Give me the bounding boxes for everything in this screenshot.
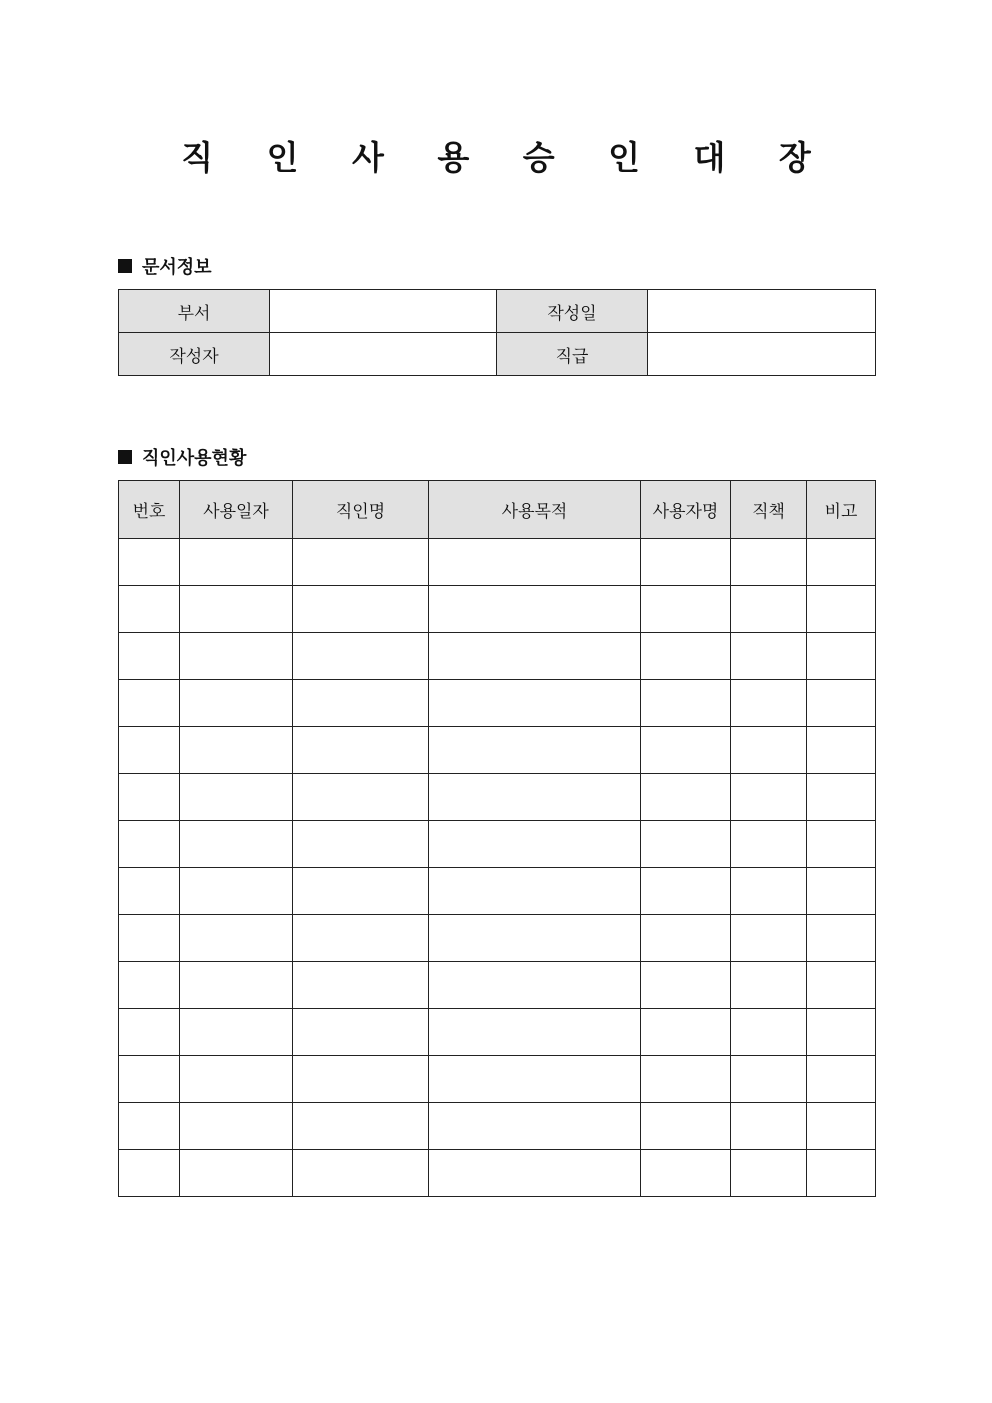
number-cell[interactable]: [119, 1009, 180, 1056]
position-cell[interactable]: [731, 1150, 807, 1197]
author-label: 작성자: [119, 333, 270, 376]
remarks-cell[interactable]: [807, 1056, 876, 1103]
doc-info-heading-label: 문서정보: [142, 257, 212, 278]
col-header-remarks: 비고: [807, 481, 876, 539]
user-name-cell[interactable]: [641, 633, 731, 680]
col-header-usage-date: 사용일자: [180, 481, 293, 539]
remarks-cell[interactable]: [807, 727, 876, 774]
seal-name-cell[interactable]: [293, 1150, 429, 1197]
purpose-cell[interactable]: [429, 821, 641, 868]
remarks-cell[interactable]: [807, 539, 876, 586]
seal-name-cell[interactable]: [293, 633, 429, 680]
department-field[interactable]: [270, 290, 497, 333]
user-name-cell[interactable]: [641, 962, 731, 1009]
number-cell[interactable]: [119, 868, 180, 915]
position-cell[interactable]: [731, 680, 807, 727]
purpose-cell[interactable]: [429, 1056, 641, 1103]
table-row: [119, 1103, 876, 1150]
remarks-cell[interactable]: [807, 633, 876, 680]
user-name-cell[interactable]: [641, 821, 731, 868]
remarks-cell[interactable]: [807, 680, 876, 727]
number-cell[interactable]: [119, 539, 180, 586]
seal-name-cell[interactable]: [293, 774, 429, 821]
usage-date-cell[interactable]: [180, 539, 293, 586]
position-cell[interactable]: [731, 962, 807, 1009]
usage-date-cell[interactable]: [180, 727, 293, 774]
number-cell[interactable]: [119, 586, 180, 633]
rank-label: 직급: [497, 333, 648, 376]
number-cell[interactable]: [119, 633, 180, 680]
remarks-cell[interactable]: [807, 1103, 876, 1150]
rank-field[interactable]: [648, 333, 876, 376]
usage-table-body: [119, 539, 876, 1197]
doc-info-table: [118, 289, 876, 376]
author-field[interactable]: [270, 333, 497, 376]
usage-date-cell[interactable]: [180, 680, 293, 727]
purpose-cell[interactable]: [429, 727, 641, 774]
table-row: [119, 774, 876, 821]
remarks-cell[interactable]: [807, 586, 876, 633]
user-name-cell[interactable]: [641, 539, 731, 586]
seal-name-cell[interactable]: [293, 868, 429, 915]
position-cell[interactable]: [731, 633, 807, 680]
number-cell[interactable]: [119, 774, 180, 821]
purpose-cell[interactable]: [429, 962, 641, 1009]
usage-date-cell[interactable]: [180, 633, 293, 680]
purpose-cell[interactable]: [429, 1103, 641, 1150]
seal-name-cell[interactable]: [293, 680, 429, 727]
remarks-cell[interactable]: [807, 915, 876, 962]
purpose-cell[interactable]: [429, 774, 641, 821]
remarks-cell[interactable]: [807, 868, 876, 915]
number-cell[interactable]: [119, 680, 180, 727]
purpose-cell[interactable]: [429, 539, 641, 586]
table-row: [119, 868, 876, 915]
remarks-cell[interactable]: [807, 1150, 876, 1197]
usage-date-cell[interactable]: [180, 586, 293, 633]
position-cell[interactable]: [731, 821, 807, 868]
seal-name-cell[interactable]: [293, 915, 429, 962]
purpose-cell[interactable]: [429, 868, 641, 915]
user-name-cell[interactable]: [641, 586, 731, 633]
table-row: [119, 1056, 876, 1103]
number-cell[interactable]: [119, 1056, 180, 1103]
usage-header-row: [119, 481, 876, 539]
user-name-cell[interactable]: [641, 727, 731, 774]
department-label: 부서: [119, 290, 270, 333]
usage-date-cell[interactable]: [180, 962, 293, 1009]
user-name-cell[interactable]: [641, 1103, 731, 1150]
position-cell[interactable]: [731, 586, 807, 633]
remarks-cell[interactable]: [807, 962, 876, 1009]
col-header-purpose: 사용목적: [429, 481, 641, 539]
col-header-number: 번호: [119, 481, 180, 539]
number-cell[interactable]: [119, 962, 180, 1009]
square-bullet-icon: [118, 259, 132, 273]
created-date-label: 작성일: [497, 290, 648, 333]
usage-date-cell[interactable]: [180, 1103, 293, 1150]
table-row: [119, 539, 876, 586]
position-cell[interactable]: [731, 1103, 807, 1150]
remarks-cell[interactable]: [807, 1009, 876, 1056]
purpose-cell[interactable]: [429, 586, 641, 633]
user-name-cell[interactable]: [641, 1056, 731, 1103]
col-header-user-name: 사용자명: [641, 481, 731, 539]
position-cell[interactable]: [731, 915, 807, 962]
usage-date-cell[interactable]: [180, 774, 293, 821]
position-cell[interactable]: [731, 539, 807, 586]
user-name-cell[interactable]: [641, 868, 731, 915]
user-name-cell[interactable]: [641, 1009, 731, 1056]
seal-name-cell[interactable]: [293, 586, 429, 633]
user-name-cell[interactable]: [641, 1150, 731, 1197]
purpose-cell[interactable]: [429, 680, 641, 727]
usage-date-cell[interactable]: [180, 1056, 293, 1103]
table-row: [119, 727, 876, 774]
purpose-cell[interactable]: [429, 1150, 641, 1197]
doc-info-row: [119, 290, 876, 333]
usage-heading: [118, 444, 246, 470]
created-date-field[interactable]: [648, 290, 876, 333]
square-bullet-icon: [118, 450, 132, 464]
table-row: [119, 1150, 876, 1197]
table-row: [119, 633, 876, 680]
purpose-cell[interactable]: [429, 915, 641, 962]
usage-heading-label: 직인사용현황: [142, 448, 247, 469]
remarks-cell[interactable]: [807, 821, 876, 868]
number-cell[interactable]: [119, 821, 180, 868]
table-row: [119, 680, 876, 727]
usage-date-cell[interactable]: [180, 1009, 293, 1056]
position-cell[interactable]: [731, 1009, 807, 1056]
table-row: [119, 915, 876, 962]
usage-date-cell[interactable]: [180, 821, 293, 868]
seal-usage-table: [118, 480, 876, 1197]
seal-name-cell[interactable]: [293, 1103, 429, 1150]
page-title: 직 인 사 용 승 인 대 장: [181, 138, 832, 177]
usage-date-cell[interactable]: [180, 1150, 293, 1197]
table-row: [119, 821, 876, 868]
table-row: [119, 962, 876, 1009]
purpose-cell[interactable]: [429, 1009, 641, 1056]
col-header-seal-name: 직인명: [293, 481, 429, 539]
user-name-cell[interactable]: [641, 680, 731, 727]
table-row: [119, 586, 876, 633]
number-cell[interactable]: [119, 915, 180, 962]
seal-name-cell[interactable]: [293, 727, 429, 774]
user-name-cell[interactable]: [641, 774, 731, 821]
remarks-cell[interactable]: [807, 774, 876, 821]
position-cell[interactable]: [731, 727, 807, 774]
user-name-cell[interactable]: [641, 915, 731, 962]
seal-name-cell[interactable]: [293, 1009, 429, 1056]
seal-name-cell[interactable]: [293, 539, 429, 586]
doc-info-row: [119, 333, 876, 376]
number-cell[interactable]: [119, 727, 180, 774]
number-cell[interactable]: [119, 1150, 180, 1197]
position-cell[interactable]: [731, 774, 807, 821]
purpose-cell[interactable]: [429, 633, 641, 680]
usage-date-cell[interactable]: [180, 868, 293, 915]
doc-info-heading: [118, 253, 212, 279]
position-cell[interactable]: [731, 1056, 807, 1103]
col-header-position: 직책: [731, 481, 807, 539]
seal-name-cell[interactable]: [293, 962, 429, 1009]
usage-date-cell[interactable]: [180, 915, 293, 962]
seal-name-cell[interactable]: [293, 821, 429, 868]
position-cell[interactable]: [731, 868, 807, 915]
number-cell[interactable]: [119, 1103, 180, 1150]
table-row: [119, 1009, 876, 1056]
seal-name-cell[interactable]: [293, 1056, 429, 1103]
